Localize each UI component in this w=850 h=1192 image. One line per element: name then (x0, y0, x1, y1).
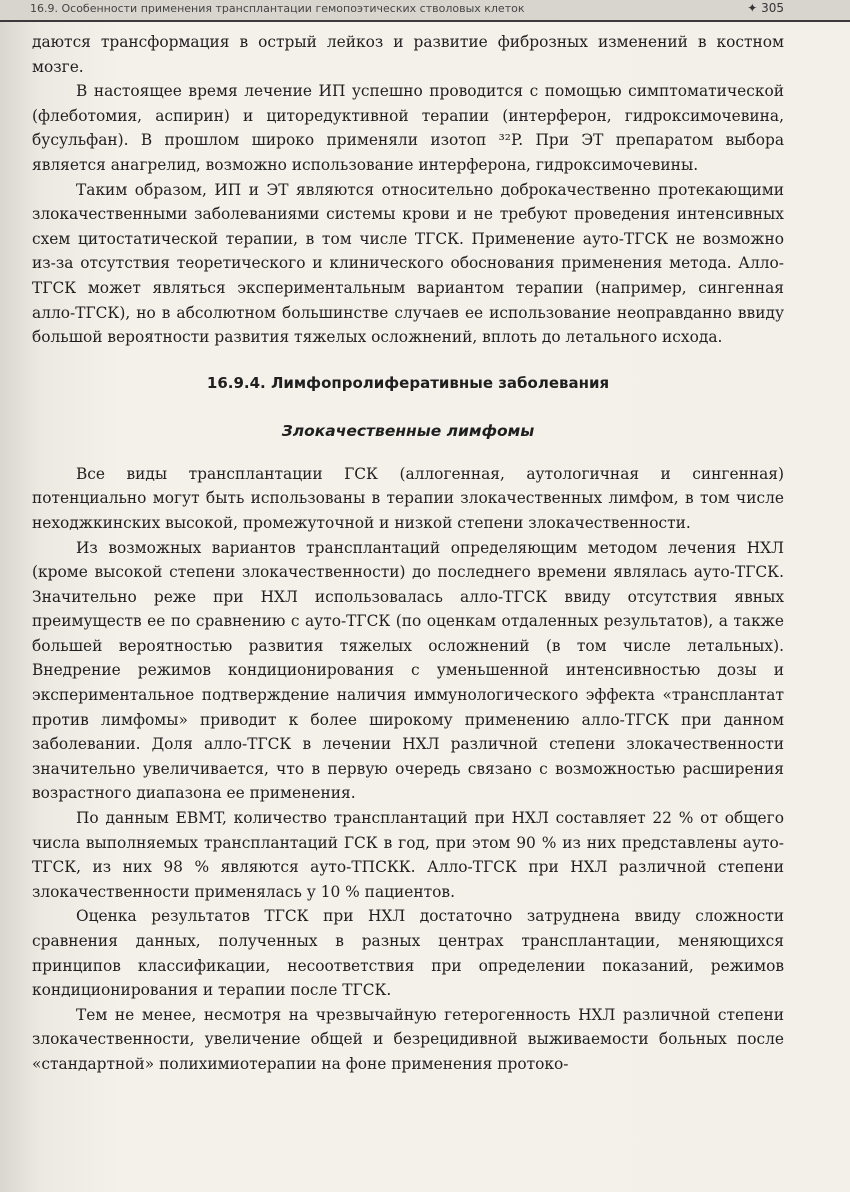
paragraph: В настоящее время лечение ИП успешно проводится с помощью симптоматической (флеботомия, аспирин) и циторедуктивной терапии (интерферон, гидроксимочевина, бусульфан). В прошлом широко применяли изотоп ³²P. При ЭТ препаратом выбора является анагрелид, возможно использование интерферона, гидроксимочевины. (32, 82, 784, 174)
paragraph: Из возможных вариантов трансплантаций определяющим методом лечения НХЛ (кроме высокой степени злокачественности) до последнего времени являлась ауто-ТГСК. Значительно реже при НХЛ использовалась алло-ТГСК ввиду отсутствия явных преимуществ ее по сравнению с ауто-ТГСК (по оценкам отдаленных результатов), а также большей вероятностью развития тяжелых осложнений (в том числе летальных). Внедрение режимов кондиционирования с уменьшенной интенсивностью дозы и экспериментальное подтверждение наличия иммунологического эффекта «трансплантат против лимфомы» приводит к более широкому применению алло-ТГСК при данном заболевании. Доля алло-ТГСК в лечении НХЛ различной степени злокачественности значительно увеличивается, что в первую очередь связано с возможностью расширения возрастного диапазона ее применения. (32, 538, 784, 803)
paragraph: По данным EBMT, количество трансплантаций при НХЛ составляет 22 % от общего числа выполняемых трансплантаций ГСК в год, при этом 90 % из них представлены ауто-ТГСК, из них 98 % являются ауто-ТПСКК. Алло-ТГСК при НХЛ различной степени злокачественности применялась у 10 % пациентов. (32, 809, 784, 901)
paragraph: Тем не менее, несмотря на чрезвычайную гетерогенность НХЛ различной степени злокачественности, увеличение общей и безрецидивной выживаемости больных после «стандартной» полихимиотерапии на фоне применения протоко- (32, 1005, 784, 1073)
section-heading: 16.9.4. Лимфопролиферативные заболевания (206, 373, 610, 392)
paragraph: даются трансформация в острый лейкоз и развитие фиброзных изменений в костном мозге. (32, 33, 784, 76)
page-content (32, 30, 784, 1077)
paragraph: Таким образом, ИП и ЭТ являются относительно доброкачественно протекающими злокачественными заболеваниями системы крови и не требуют проведения интенсивных схем цитостатической терапии, в том числе ТГСК. Применение ауто-ТГСК не возможно из-за отсутствия теоретического и клинического обоснования применения метода. Алло-ТГСК может являться экспериментальным вариантом терапии (например, сингенная алло-ТГСК), но в абсолютном большинстве случаев ее использование неоправданно ввиду большой вероятности развития тяжелых осложнений, вплоть до летального исхода. (32, 180, 784, 347)
paragraph: Оценка результатов ТГСК при НХЛ достаточно затруднена ввиду сложности сравнения данных, полученных в разных центрах трансплантации, меняющихся принципов классификации, несоответствия при определении показаний, режимов кондиционирования и терапии после ТГСК. (32, 907, 784, 1000)
running-title: 16.9. Особенности применения трансплантации гемопоэтических стволовых клеток (30, 2, 525, 15)
paragraph: Все виды трансплантации ГСК (аллогенная, аутологичная и сингенная) потенциально могут быть использованы в терапии злокачественных лимфом, в том числе неходжкинских высокой, промежуточной и низкой степени злокачественности. (32, 464, 784, 532)
page-number: ✦ 305 (747, 1, 784, 15)
running-header (0, 0, 850, 22)
subsection-heading: Злокачественные лимфомы (281, 421, 535, 440)
